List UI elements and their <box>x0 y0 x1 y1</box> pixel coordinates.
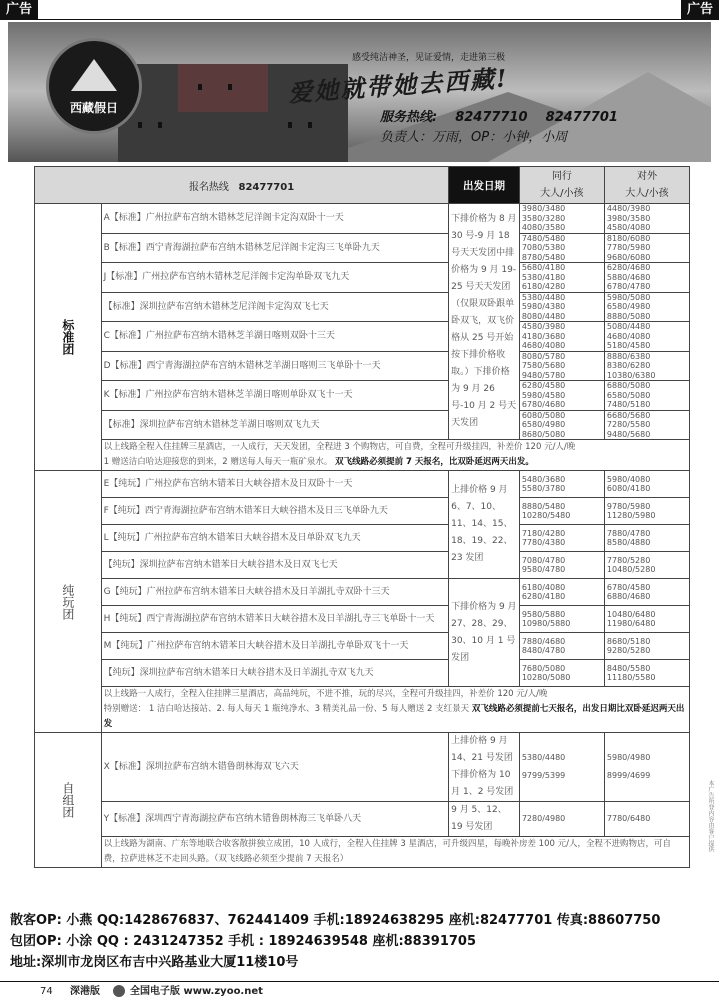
route-cell: J【标准】广州拉萨布宫纳木错林芝尼洋阁卡定沟单卧双飞九天 <box>101 263 448 293</box>
public-price: 10480/6480 11980/6480 <box>604 606 689 633</box>
departure-dates: 下排价格为 9 月 27、28、29、30、10 月 1 号发团 <box>449 579 520 687</box>
note-emphasis: 双飞线路必须提前 7 天报名，比双卧延迟两天出发。 <box>335 457 534 467</box>
group-note-row <box>35 837 690 868</box>
table-row <box>35 351 690 381</box>
peer-price: 6280/4580 5980/4580 6780/4680 <box>519 381 604 411</box>
hotline-number-1: 82477710 <box>455 110 528 125</box>
address-line: 地址:深圳市龙岗区布吉中兴路基业大厦11楼10号 <box>10 955 299 970</box>
peer-price: 7880/4680 8480/4780 <box>519 633 604 660</box>
route-cell: X【标准】深圳拉萨布宫纳木错鲁朗林海双飞六天 <box>101 733 448 802</box>
route-cell: 【标准】深圳拉萨布宫纳木错林芝羊湖日喀则双飞九天 <box>101 410 448 440</box>
public-price: 5980/4980 8999/4699 <box>604 733 689 802</box>
peer-price: 3980/3480 3580/3280 4080/3580 <box>519 204 604 234</box>
table-row <box>35 802 690 837</box>
reg-number: 82477701 <box>238 181 295 193</box>
public-price: 6280/4680 5880/4680 6780/4780 <box>604 263 689 293</box>
brand-logo <box>46 38 142 134</box>
category-self-organized: 自组团 <box>35 733 102 868</box>
table-row <box>35 733 690 802</box>
public-label: 对外 <box>636 171 657 182</box>
palace-red-section <box>178 64 268 112</box>
age-label: 大人/小孩 <box>625 188 669 199</box>
public-price: 6880/5080 6580/5080 7480/5180 <box>604 381 689 411</box>
departure-dates: 下排价格为 8 月 30 号-9 月 18 号天天发团中排价格为 9 月 19-25 号天天发团（仅限双卧跟单卧双飞，双飞价格从 25 号开始按下排价格收取。）下排价格为 9 月 26 号-10 月 2 号天天发团 <box>449 204 520 440</box>
public-price: 8480/5580 11180/5580 <box>604 660 689 687</box>
banner-contact: 负责人：万雨，OP：小钟，小周 <box>380 130 568 145</box>
peer-price: 5380/4480 9799/5399 <box>519 733 604 802</box>
route-cell: B【标准】西宁青海湖拉萨布宫纳木错林芝尼洋阁卡定沟三飞单卧九天 <box>101 233 448 263</box>
public-price: 7880/4780 8580/4880 <box>604 525 689 552</box>
group-op-line: 包团OP: 小涂 QQ : 2431247352 手机 : 18924639548 座机:88391705 <box>10 934 477 949</box>
group-note: 以上线路为湖南、广东等地联合收客散拼独立成团，10 人成行，全程入住挂牌 3 星酒店，可升级四星，每晚补房差 100 元/人，全程不进购物店，可自费，拉萨进林芝不走回头路。（双飞线路必须至少提前 7 天报名） <box>101 837 689 868</box>
table-row <box>35 525 690 552</box>
palace-window <box>138 122 142 128</box>
group-note-row <box>35 687 690 733</box>
table-row <box>35 471 690 498</box>
date-header: 出发日期 <box>449 167 520 204</box>
logo-mark-icon <box>113 985 125 997</box>
peer-price: 5480/3680 5580/3780 <box>519 471 604 498</box>
route-cell: Y【标准】深圳西宁青海湖拉萨布宫纳木错鲁朗林海三飞单卧八天 <box>101 802 448 837</box>
edition-label: 深港版 <box>70 986 100 997</box>
price-table <box>34 166 690 868</box>
public-price: 4480/3980 3980/3580 4580/4080 <box>604 204 689 234</box>
table-row <box>35 633 690 660</box>
peer-price: 7080/4780 9580/4780 <box>519 552 604 579</box>
public-price: 7780/5280 10480/5280 <box>604 552 689 579</box>
public-header <box>604 167 689 204</box>
table-row <box>35 292 690 322</box>
public-price: 9780/5980 11280/5980 <box>604 498 689 525</box>
mountain-icon <box>71 59 117 91</box>
group-note-row <box>35 440 690 471</box>
ad-label-right: 广告 <box>681 0 719 20</box>
age-label: 大人/小孩 <box>540 188 584 199</box>
peer-price: 8080/5780 7580/5680 9480/5780 <box>519 351 604 381</box>
peer-price: 7480/5480 7080/5380 8780/5480 <box>519 233 604 263</box>
public-price: 5080/4480 4680/4080 5180/4580 <box>604 322 689 352</box>
route-cell: M【纯玩】广州拉萨布宫纳木错苯日大峡谷措木及日羊湖扎寺单卧双飞十一天 <box>101 633 448 660</box>
table-row <box>35 498 690 525</box>
route-cell: A【标准】广州拉萨布宫纳木错林芝尼洋阁卡定沟双卧十一天 <box>101 204 448 234</box>
table-row <box>35 660 690 687</box>
palace-window <box>158 122 162 128</box>
route-cell: E【纯玩】广州拉萨布宫纳木错苯日大峡谷措木及日双卧十一天 <box>101 471 448 498</box>
peer-price: 9580/5880 10980/5880 <box>519 606 604 633</box>
table-row <box>35 381 690 411</box>
peer-label: 同行 <box>551 171 572 182</box>
route-cell: K【标准】广州拉萨布宫纳木错林芝羊湖日喀则单卧双飞十一天 <box>101 381 448 411</box>
banner-tagline: 感受纯洁神圣，见证爱情，走进第三极 <box>352 53 506 63</box>
note-line: 以上线路一人成行，全程入住挂牌三星酒店，高品纯玩，不进不推，玩的尽兴，全程可升级挂四，补差价 120 元/人/晚 <box>103 689 548 699</box>
note-line: 1 赠送洁白哈达迎接您的到来，2 赠送每人每天一瓶矿泉水。 <box>103 457 333 467</box>
ad-label-left: 广告 <box>0 0 38 20</box>
group-note <box>101 687 689 733</box>
note-line: 以上线路全程入住挂牌三星酒店，一人成行，天天发团，全程进 3 个购物店，可自费，全程可升级挂四，补差价 120 元/人/晚 <box>103 442 576 452</box>
banner-slogan: 爱她就带她去西藏! <box>287 63 510 108</box>
route-cell: L【纯玩】广州拉萨布宫纳木错苯日大峡谷措木及日单卧双飞九天 <box>101 525 448 552</box>
table-row <box>35 204 690 234</box>
table-row <box>35 606 690 633</box>
public-price: 8680/5180 9280/5280 <box>604 633 689 660</box>
public-price: 8880/6380 8380/6280 10380/6380 <box>604 351 689 381</box>
table-row <box>35 410 690 440</box>
departure-dates: 上排价格 9 月 14、21 号发团 下排价格为 10 月 1、2 号发团 <box>449 733 520 802</box>
palace-window <box>198 84 202 90</box>
table-row <box>35 552 690 579</box>
route-cell: G【纯玩】广州拉萨布宫纳木错苯日大峡谷措木及日羊湖扎寺双卧十三天 <box>101 579 448 606</box>
category-standard: 标准团 <box>35 204 102 471</box>
departure-dates: 上排价格 9 月 6、7、10、11、14、15、18、19、22、23 发团 <box>449 471 520 579</box>
side-disclaimer: 本广告所登内容由客户提供 <box>707 780 714 852</box>
peer-header <box>519 167 604 204</box>
route-cell: C【标准】广州拉萨布宫纳木错林芝羊湖日喀则双卧十三天 <box>101 322 448 352</box>
reg-hotline-cell <box>35 167 449 204</box>
peer-price: 6080/5080 6580/4980 8680/5080 <box>519 410 604 440</box>
category-pure-play: 纯玩团 <box>35 471 102 733</box>
peer-price: 7180/4280 7780/4380 <box>519 525 604 552</box>
route-cell: 【标准】深圳拉萨布宫纳木错林芝尼洋阁卡定沟双飞七天 <box>101 292 448 322</box>
public-price: 5980/5080 6580/4980 8880/5080 <box>604 292 689 322</box>
peer-price: 5380/4480 5980/4380 8080/4480 <box>519 292 604 322</box>
retail-op-line: 散客OP: 小燕 QQ:1428676837、762441409 手机:18924638295 座机:82477701 传真:88607750 <box>10 913 661 928</box>
table-header <box>35 167 690 204</box>
peer-price: 7280/4980 <box>519 802 604 837</box>
top-divider <box>0 19 719 20</box>
peer-price: 6180/4080 6280/4180 <box>519 579 604 606</box>
hotline-label: 服务热线: <box>380 110 438 125</box>
table-row <box>35 263 690 293</box>
group-note <box>101 440 689 471</box>
page-number: 74 <box>40 986 53 997</box>
route-cell: D【标准】西宁青海湖拉萨布宫纳木错林芝羊湖日喀则三飞单卧十一天 <box>101 351 448 381</box>
hotline-number-2: 82477701 <box>545 110 618 125</box>
public-price: 8180/6080 7780/5980 9680/6080 <box>604 233 689 263</box>
note-line: 特别赠送： 1 洁白哈达接站、2. 每人每天 1 瓶纯净水、3 精美礼品一份、5 每人赠送 2 支红景天 <box>103 704 470 714</box>
public-price: 6780/4580 6880/4680 <box>604 579 689 606</box>
palace-window <box>288 122 292 128</box>
site-label: 全国电子版 www.zyoo.net <box>130 986 263 997</box>
peer-price: 7680/5080 10280/5080 <box>519 660 604 687</box>
reg-label: 报名热线 <box>188 181 229 193</box>
contact-footer <box>10 910 660 973</box>
service-hotline <box>380 106 636 125</box>
route-cell: 【纯玩】深圳拉萨布宫纳木错苯日大峡谷措木及日羊湖扎寺双飞九天 <box>101 660 448 687</box>
table-row <box>35 233 690 263</box>
note-emphasis: 双飞线路必须提前七天报名，出发日期比双卧延迟两天出发 <box>103 704 685 729</box>
table-row <box>35 322 690 352</box>
peer-price: 5680/4180 5380/4180 6180/4280 <box>519 263 604 293</box>
public-price: 6680/5680 7280/5580 9480/5680 <box>604 410 689 440</box>
palace-window <box>308 122 312 128</box>
route-cell: F【纯玩】西宁青海湖拉萨布宫纳木错苯日大峡谷措木及日三飞单卧九天 <box>101 498 448 525</box>
peer-price: 4580/3980 4180/3680 4680/4080 <box>519 322 604 352</box>
departure-dates: 9 月 5、12、19 号发团 <box>449 802 520 837</box>
peer-price: 8880/5480 10280/5480 <box>519 498 604 525</box>
route-cell: H【纯玩】西宁青海湖拉萨布宫纳木错苯日大峡谷措木及日羊湖扎寺三飞单卧十一天 <box>101 606 448 633</box>
palace-window <box>228 84 232 90</box>
route-cell: 【纯玩】深圳拉萨布宫纳木错苯日大峡谷措木及日双飞七天 <box>101 552 448 579</box>
public-price: 5980/4080 6080/4180 <box>604 471 689 498</box>
logo-text: 西藏假日 <box>69 101 118 115</box>
public-price: 7780/6480 <box>604 802 689 837</box>
table-row <box>35 579 690 606</box>
page-footer <box>0 981 719 1001</box>
banner <box>8 22 711 162</box>
